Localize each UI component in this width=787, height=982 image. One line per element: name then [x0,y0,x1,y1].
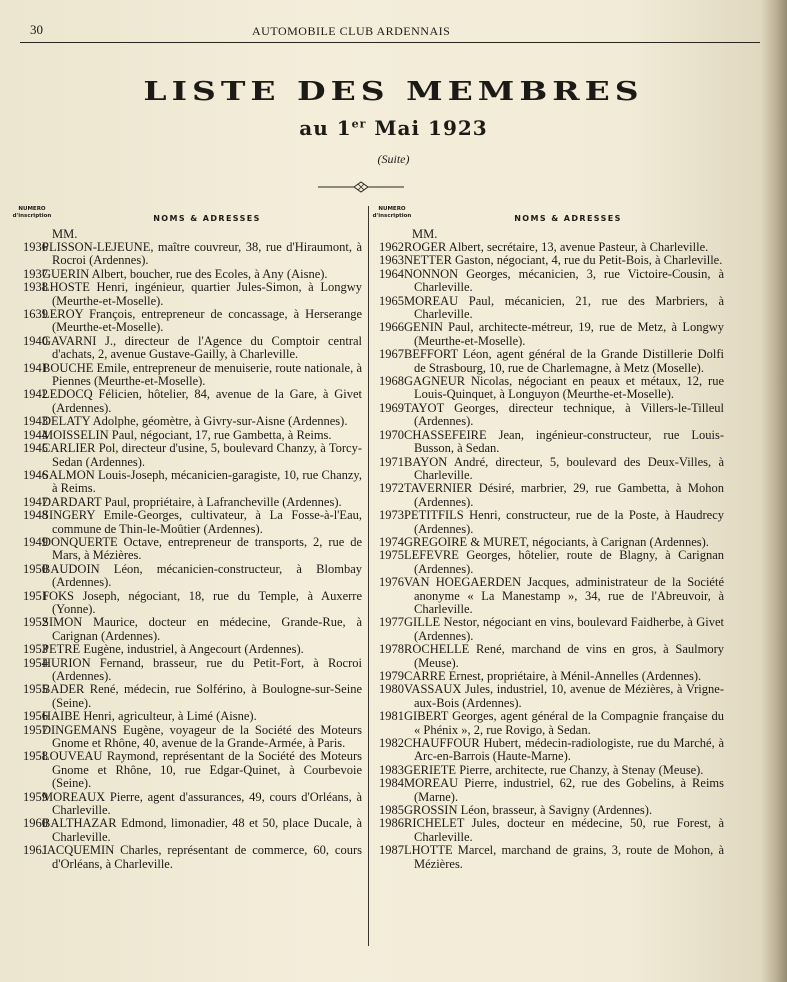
entry-text: PLISSON-LEJEUNE, maître couvreur, 38, rue d'Hiraumont, à Rocroi (Ardennes). [42,240,362,268]
entry-text: GUERIN Albert, boucher, rue des Ecoles, à Any (Aisne). [42,266,328,281]
member-entry [12,590,362,617]
entry-text: VASSAUX Jules, industriel, 10, avenue de Mézières, à Vrigne-aux-Bois (Ardennes). [404,682,724,710]
header-rule [20,42,760,43]
entry-text: LHOSTE Henri, ingénieur, quartier Jules-Simon, à Longwy (Meurthe-et-Moselle). [42,280,362,308]
entry-number: 1940 [23,333,48,348]
entry-number: 1966 [379,320,404,335]
entry-number: 1980 [379,682,404,697]
member-entry [372,737,724,764]
entry-number: 1976 [379,575,404,590]
member-entry [372,844,724,871]
entry-number: 1938 [23,280,48,295]
member-entry [372,777,724,804]
entry-number: 1985 [379,803,404,818]
member-entry [372,268,724,295]
entry-text: BAUDOIN Léon, mécanicien-constructeur, à Blombay (Ardennes). [42,561,362,590]
entry-number: 1951 [23,588,48,603]
member-entry [12,388,362,415]
entry-number: 1948 [23,508,48,523]
mm-label: MM. [52,227,78,241]
entry-text: NONNON Georges, mécanicien, 3, rue Victoire-Cousin, à Charleville. [404,266,724,295]
running-header [0,20,787,40]
entry-text: HAIBE Henri, agriculteur, à Limé (Aisne). [42,709,257,724]
entry-number: 1958 [23,749,48,764]
entry-text: TAYOT Georges, directeur technique, à Villers-le-Tilleul (Ardennes). [404,400,724,429]
member-entry [372,616,724,643]
entry-number: 1979 [379,669,404,683]
entry-number: 1984 [379,776,404,791]
member-entry [12,268,362,281]
member-entry [12,643,362,656]
member-entry [12,308,362,335]
entry-text: BEFFORT Léon, agent général de la Grande Distillerie Dolfi de Strasbourg, 10, rue de Charlemagne, à Metz (Moselle). [404,347,724,375]
entry-number: 1987 [379,843,404,858]
member-entry [12,496,362,509]
entry-number: 1960 [23,816,48,831]
column-header [12,206,362,228]
member-entry [12,844,362,871]
entry-text: MOISSELIN Paul, négociant, 17, rue Gambetta, à Reims. [42,427,332,442]
members-column-right [372,206,724,871]
entry-text: MOREAU Paul, mécanicien, 21, rue des Marbriers, à Charleville. [404,293,724,322]
member-entry [372,295,724,322]
member-entry [372,764,724,777]
entry-text: DELATY Adolphe, géomètre, à Givry-sur-Aisne (Ardennes). [42,414,348,429]
entry-number: 1961 [23,843,48,858]
entry-text: GREGOIRE & MURET, négociants, à Carignan (Ardennes). [404,534,709,549]
member-entry [372,402,724,429]
entry-number: 1982 [379,736,404,751]
entry-text: MOREAU Pierre, industriel, 62, rue des Gobelins, à Reims (Marne). [404,776,724,804]
entry-number: 1977 [379,615,404,630]
entry-number: 1957 [23,722,48,737]
mm-label: MM. [412,227,438,241]
entry-text: JACQUEMIN Charles, représentant de commerce, 60, cours d'Orléans, à Charleville. [42,843,362,871]
page-title: LISTE DES MEMBRES [143,76,644,107]
entry-text: GILLE Nestor, négociant en vins, boulevard Faidherbe, à Givet (Ardennes). [404,615,724,643]
entry-number: 1969 [379,400,404,415]
member-entry [372,241,724,254]
member-entry [372,509,724,536]
member-entry [372,348,724,375]
entry-number: 1950 [23,561,48,576]
member-entry [12,429,362,442]
member-entry [372,670,724,683]
member-entry [372,683,724,710]
numero-label: NUMERO d'inscription [372,206,412,219]
entry-number: 1973 [379,508,404,523]
member-entry [12,536,362,563]
page-binding-shadow [761,0,787,982]
member-entry [12,683,362,710]
entry-number: 1944 [23,427,48,442]
entry-number: 1964 [379,266,404,281]
entry-number: 1956 [23,709,48,724]
entry-text: GROSSIN Léon, brasseur, à Savigny (Ardennes). [404,803,653,818]
member-entry [372,576,724,616]
entry-text: ROGER Albert, secrétaire, 13, avenue Pasteur, à Charleville. [404,240,709,254]
entry-number: 1978 [379,642,404,657]
member-entry [12,241,362,268]
entry-number: 1974 [379,534,404,549]
entry-number: 1949 [23,534,48,549]
entry-text: LEFEVRE Georges, hôtelier, route de Blagny, à Carignan (Ardennes). [404,548,724,576]
entry-text: BALTHAZAR Edmond, limonadier, 48 et 50, place Ducale, à Charleville. [42,816,362,844]
entry-number: 1955 [23,682,48,697]
entry-number: 1962 [379,240,404,254]
entry-number: 1945 [23,441,48,456]
member-entry [12,616,362,643]
member-entry [372,536,724,549]
subtitle-suffix: Mai 1923 [366,116,488,140]
member-entry [12,817,362,844]
member-entry [372,456,724,483]
page-number: 30 [30,22,43,37]
subtitle-sup: er [351,117,367,131]
member-entry [372,710,724,737]
entry-text: SALMON Louis-Joseph, mécanicien-garagiste, 10, rue Chanzy, à Reims. [42,467,362,496]
entry-number: 1639 [23,307,48,322]
entries-list [372,241,724,871]
entry-text: TAVERNIER Désiré, marbrier, 29, rue Gambetta, à Mohon (Ardennes). [404,481,724,509]
entry-number: 1971 [379,454,404,469]
member-entry [12,335,362,362]
entry-number: 1954 [23,655,48,670]
entry-number: 1967 [379,347,404,362]
suite-note: (Suite) [377,152,410,166]
entry-number: 1970 [379,427,404,442]
entry-text: GENIN Paul, architecte-métreur, 19, rue de Metz, à Longwy (Meurthe-et-Moselle). [404,320,724,348]
entry-number: 1981 [379,709,404,724]
column-header [372,206,724,228]
member-entry [372,804,724,817]
entry-text: BAYON André, directeur, 5, boulevard des Deux-Villes, à Charleville. [404,454,724,482]
member-entry [372,549,724,576]
member-entry [12,724,362,751]
entry-text: FOKS Joseph, négociant, 18, rue du Temple, à Auxerre (Yonne). [42,588,362,616]
entry-text: GIBERT Georges, agent général de la Compagnie française du « Phénix », 2, rue Rovigo, à Sedan. [404,709,724,737]
entry-text: PETITFILS Henri, constructeur, rue de la Poste, à Haudrecy (Ardennes). [404,508,724,536]
entry-text: ROCHELLE René, marchand de vins en gros, à Saulmory (Meuse). [404,642,724,670]
member-entry [372,643,724,670]
entry-text: PETRE Eugène, industriel, à Angecourt (Ardennes). [42,642,304,657]
entry-text: DONQUERTE Octave, entrepreneur de transports, 2, rue de Mars, à Mézières. [42,534,362,563]
entry-number: 1975 [379,548,404,563]
entry-text: DARDART Paul, propriétaire, à Lafrancheville (Ardennes). [42,494,342,509]
entry-text: VAN HOEGAERDEN Jacques, administrateur de la Société anonyme « La Manestamp », 34, rue de l'Abreuvoir, à Charleville. [404,575,724,616]
entry-number: 1942 [23,387,48,402]
entry-text: LEROY François, entrepreneur de concassage, à Herserange (Meurthe-et-Moselle). [42,307,362,335]
entry-number: 1946 [23,467,48,482]
member-entry [12,657,362,684]
column-heading: NOMS & ADRESSES [153,214,261,223]
entry-text: GAVARNI J., directeur de l'Agence du Comptoir central d'achats, 2, avenue Gustave-Gailly, à Charleville. [42,333,362,362]
column-heading: NOMS & ADRESSES [514,214,622,223]
ornament-divider-icon [318,180,404,194]
entry-text: GERIETE Pierre, architecte, rue Chanzy, à Stenay (Meuse). [404,762,704,777]
entry-text: MOREAUX Pierre, agent d'assurances, 49, cours d'Orléans, à Charleville. [42,789,362,818]
entry-text: CARRE Ernest, propriétaire, à Ménil-Annelles (Ardennes). [404,669,702,683]
entry-text: BOUCHE Emile, entrepreneur de menuiserie, route nationale, à Piennes (Meurthe-et-Moselle). [42,360,362,389]
numero-label: NUMERO d'inscription [12,206,52,219]
subtitle-prefix: au 1 [299,116,352,140]
entry-number: 1941 [23,360,48,375]
member-entry [12,791,362,818]
member-entry [12,509,362,536]
entry-text: RICHELET Jules, docteur en médecine, 50, rue Forest, à Charleville. [404,816,724,844]
entry-number: 1953 [23,642,48,657]
entry-text: LOUVEAU Raymond, représentant de la Société des Moteurs Gnome et Rhône, 10, rue Edgar-Quinet, à Courbevoie (Seine). [42,749,362,791]
page-subtitle [0,116,787,140]
entry-text: HURION Fernand, brasseur, rue du Petit-Fort, à Rocroi (Ardennes). [42,655,362,683]
entry-number: 1986 [379,816,404,831]
entry-text: CARLIER Pol, directeur d'usine, 5, boulevard Chanzy, à Torcy-Sedan (Ardennes). [42,441,362,469]
member-entry [372,375,724,402]
member-entry [12,281,362,308]
member-entry [12,563,362,590]
entry-number: 1959 [23,789,48,804]
entry-number: 1937 [23,266,48,281]
member-entry [372,254,724,267]
member-entry [12,415,362,428]
entry-number: 1936 [23,240,48,254]
members-column-left [12,206,362,871]
entry-number: 1965 [379,293,404,308]
member-entry [12,442,362,469]
member-entry [372,429,724,456]
member-entry [372,321,724,348]
entry-text: NETTER Gaston, négociant, 4, rue du Petit-Bois, à Charleville. [404,253,723,268]
entry-number: 1968 [379,374,404,389]
entry-text: SINGERY Emile-Georges, cultivateur, à La Fosse-à-l'Eau, commune de Thin-le-Moûtier (Ardennes). [42,508,362,536]
entry-text: CHASSEFEIRE Jean, ingénieur-constructeur, rue Louis-Busson, à Sedan. [404,427,724,456]
journal-title: AUTOMOBILE CLUB ARDENNAIS [252,24,451,38]
entry-text: LHOTTE Marcel, marchand de grains, 3, route de Mohon, à Mézières. [404,843,724,871]
member-entry [12,710,362,723]
member-entry [12,362,362,389]
member-entry [12,750,362,790]
entry-number: 1983 [379,762,404,777]
entry-text: CHAUFFOUR Hubert, médecin-radiologiste, rue du Marché, à Arc-en-Barrois (Haute-Marne). [404,736,724,764]
entry-text: SIMON Maurice, docteur en médecine, Grande-Rue, à Carignan (Ardennes). [42,615,362,643]
member-entry [372,817,724,844]
entry-number: 1972 [379,481,404,496]
entry-text: GAGNEUR Nicolas, négociant en peaux et métaux, 12, rue Louis-Quinquet, à Longuyon (Meurthe-et-Moselle). [404,374,724,402]
entry-number: 1952 [23,615,48,630]
entry-number: 1963 [379,253,404,268]
member-entry [372,482,724,509]
entry-text: BADER René, médecin, rue Solférino, à Boulogne-sur-Seine (Seine). [42,682,362,710]
entries-list [12,241,362,871]
member-entry [12,469,362,496]
entry-text: LEDOCQ Félicien, hôtelier, 84, avenue de la Gare, à Givet (Ardennes). [42,387,362,415]
entry-number: 1947 [23,494,48,509]
entry-text: DINGEMANS Eugène, voyageur de la Société des Moteurs Gnome et Rhône, 40, avenue de la Grande-Armée, à Paris. [42,722,362,751]
entry-number: 1943 [23,414,48,429]
column-divider [368,206,369,946]
